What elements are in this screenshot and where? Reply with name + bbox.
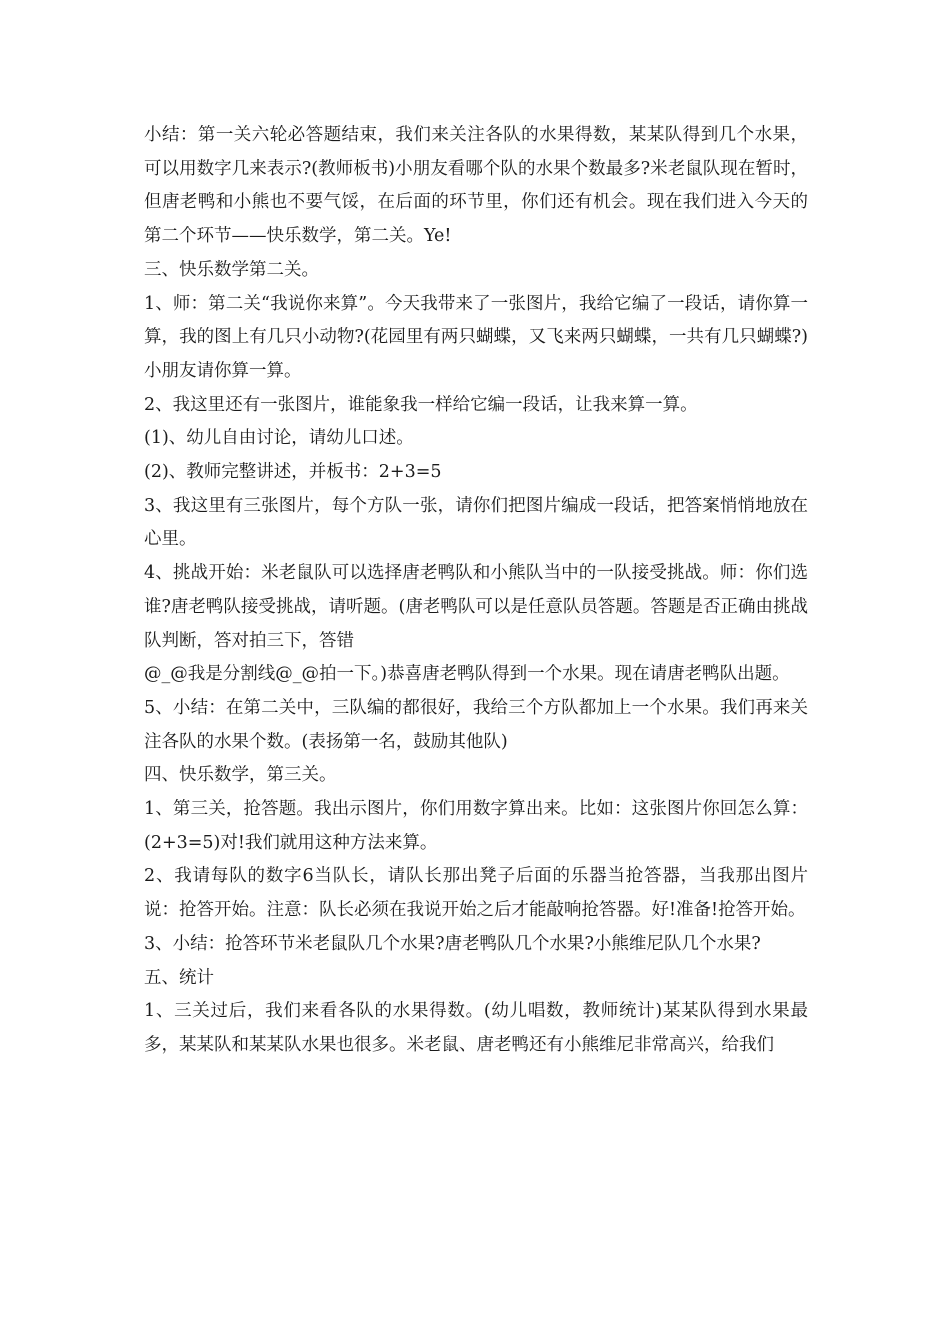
section-heading: 四、快乐数学，第三关。 bbox=[144, 765, 337, 786]
paragraph: @_@我是分割线@_@拍一下。)恭喜唐老鸭队得到一个水果。现在请唐老鸭队出题。 bbox=[144, 664, 790, 685]
paragraph: 小结：第一关六轮必答题结束，我们来关注各队的水果得数，某某队得到几个水果，可以用数字几来表示?(教师板书)小朋友看哪个队的水果个数最多?米老鼠队现在暂时，但唐老鸭和小熊也不要气馁，在后面的环节里，你们还有机会。现在我们进入今天的第二个环节——快乐数学，第二关。Ye! bbox=[144, 125, 808, 247]
paragraph: 2、我请每队的数字6当队长，请队长那出凳子后面的乐器当抢答器，当我那出图片说：抢答开始。注意：队长必须在我说开始之后才能敲响抢答器。好!准备!抢答开始。 bbox=[144, 866, 808, 921]
paragraph: (1)、幼儿自由讨论，请幼儿口述。 bbox=[144, 428, 414, 449]
paragraph: 1、师：第二关“我说你来算”。今天我带来了一张图片，我给它编了一段话，请你算一算，我的图上有几只小动物?(花园里有两只蝴蝶，又飞来两只蝴蝶，一共有几只蝴蝶?)小朋友请你算一算。 bbox=[144, 293, 808, 381]
document-body bbox=[144, 119, 808, 1063]
paragraph: 4、挑战开始：米老鼠队可以选择唐老鸭队和小熊队当中的一队接受挑战。师：你们选谁?唐老鸭队接受挑战，请听题。(唐老鸭队可以是任意队员答题。答题是否正确由挑战队判断，答对拍三下，答错 bbox=[144, 563, 808, 651]
paragraph: (2)、教师完整讲述，并板书：2+3=5 bbox=[144, 462, 442, 483]
paragraph: 1、三关过后，我们来看各队的水果得数。(幼儿唱数，教师统计)某某队得到水果最多，某某队和某某队水果也很多。米老鼠、唐老鸭还有小熊维尼非常高兴，给我们 bbox=[144, 1001, 808, 1055]
section-heading: 三、快乐数学第二关。 bbox=[144, 259, 319, 280]
paragraph: 2、我这里还有一张图片，谁能象我一样给它编一段话，让我来算一算。 bbox=[144, 394, 698, 415]
paragraph: 3、我这里有三张图片，每个方队一张，请你们把图片编成一段话，把答案悄悄地放在心里。 bbox=[144, 495, 808, 550]
paragraph: 1、第三关，抢答题。我出示图片，你们用数字算出来。比如：这张图片你回怎么算：(2+3=5)对!我们就用这种方法来算。 bbox=[144, 799, 808, 853]
section-heading: 五、统计 bbox=[144, 967, 214, 988]
paragraph: 5、小结：在第二关中，三队编的都很好，我给三个方队都加上一个水果。我们再来关注各队的水果个数。(表扬第一名，鼓励其他队) bbox=[144, 697, 808, 752]
paragraph: 3、小结：抢答环节米老鼠队几个水果?唐老鸭队几个水果?小熊维尼队几个水果? bbox=[144, 933, 761, 954]
